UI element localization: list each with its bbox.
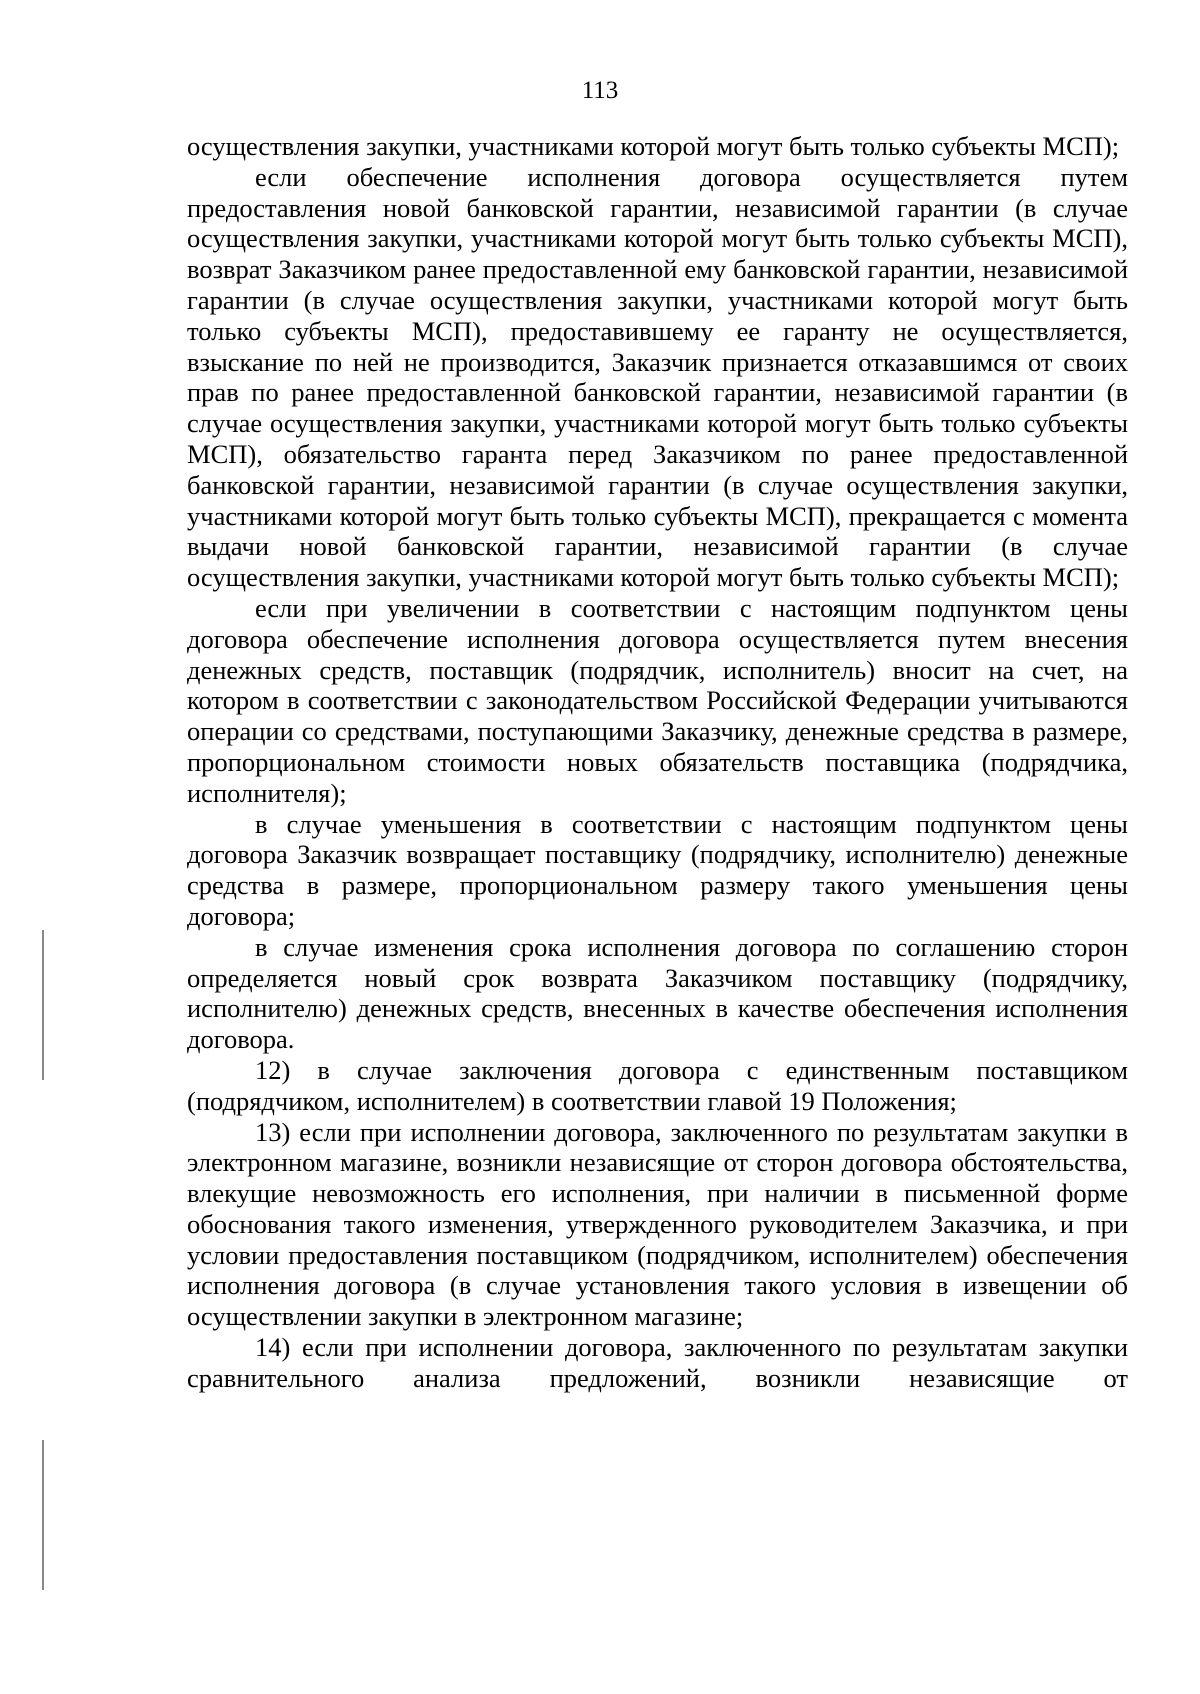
list-item-13: 13) если при исполнении договора, заключенного по результатам закупки в электронном магазине, возникли независящие от сторон договора обстоятельства, влекущие невозможность его исполнения, при наличии в письменной форме обоснования такого изменения, утвержденного руководителем Заказчика, и при условии предоставления поставщиком (подрядчиком, исполнителем) обеспечения исполнения договора (в случае установления такого условия в извещении об осуществлении закупки в электронном магазине;: [187, 1116, 1128, 1332]
page-number: 113: [581, 77, 619, 104]
paragraph-term-change: в случае изменения срока исполнения договора по соглашению сторон определяется новый срок возврата Заказчиком поставщику (подрядчику, исполнителю) денежных средств, внесенных в качестве обеспечения исполнения договора.: [187, 931, 1128, 1055]
paragraph-price-decrease: в случае уменьшения в соответствии с настоящим подпунктом цены договора Заказчик возвращает поставщику (подрядчику, исполнителю) денежные средства в размере, пропорциональном размеру такого уменьшения цены договора;: [187, 808, 1128, 931]
paragraph-bank-guarantee: если обеспечение исполнения договора осуществляется путем предоставления новой банковской гарантии, независимой гарантии (в случае осуществления закупки, участниками которой могут быть только субъекты МСП), возврат Заказчиком ранее предоставленной ему банковской гарантии, независимой гарантии (в случае осуществления закупки, участниками которой могут быть только субъекты МСП), предоставившему ее гаранту не осуществляется, взыскание по ней не производится, Заказчик признается отказавшимся от своих прав по ранее предоставленной банковской гарантии, независимой гарантии (в случае осуществления закупки, участниками которой могут быть только субъекты МСП), обязательство гаранта перед Заказчиком по ранее предоставленной банковской гарантии, независимой гарантии (в случае осуществления закупки, участниками которой могут быть только субъекты МСП), прекращается с момента выдачи новой банковской гарантии, независимой гарантии (в случае осуществления закупки, участниками которой могут быть только субъекты МСП);: [187, 161, 1128, 593]
paragraph-continuation: осуществления закупки, участниками которой могут быть только субъекты МСП);: [187, 131, 1120, 161]
paragraph-price-increase: если при увеличении в соответствии с настоящим подпунктом цены договора обеспечение исполнения договора осуществляется путем внесения денежных средств, поставщик (подрядчик, исполнитель) вносит на счет, на котором в соответствии с законодательством Российской Федерации учитываются операции со средствами, поступающими Заказчику, денежные средства в размере, пропорциональном стоимости новых обязательств поставщика (подрядчика, исполнителя);: [187, 592, 1128, 808]
scan-edge-mark-upper: [42, 930, 44, 1080]
list-item-14: 14) если при исполнении договора, заключенного по результатам закупки сравнительного анализа предложений, возникли независящие от: [187, 1332, 1128, 1393]
scan-edge-mark-lower: [42, 1440, 44, 1590]
document-body: [187, 131, 1128, 1394]
list-item-12: 12) в случае заключения договора с единственным поставщиком (подрядчиком, исполнителем) в соответствии главой 19 Положения;: [187, 1054, 1128, 1116]
